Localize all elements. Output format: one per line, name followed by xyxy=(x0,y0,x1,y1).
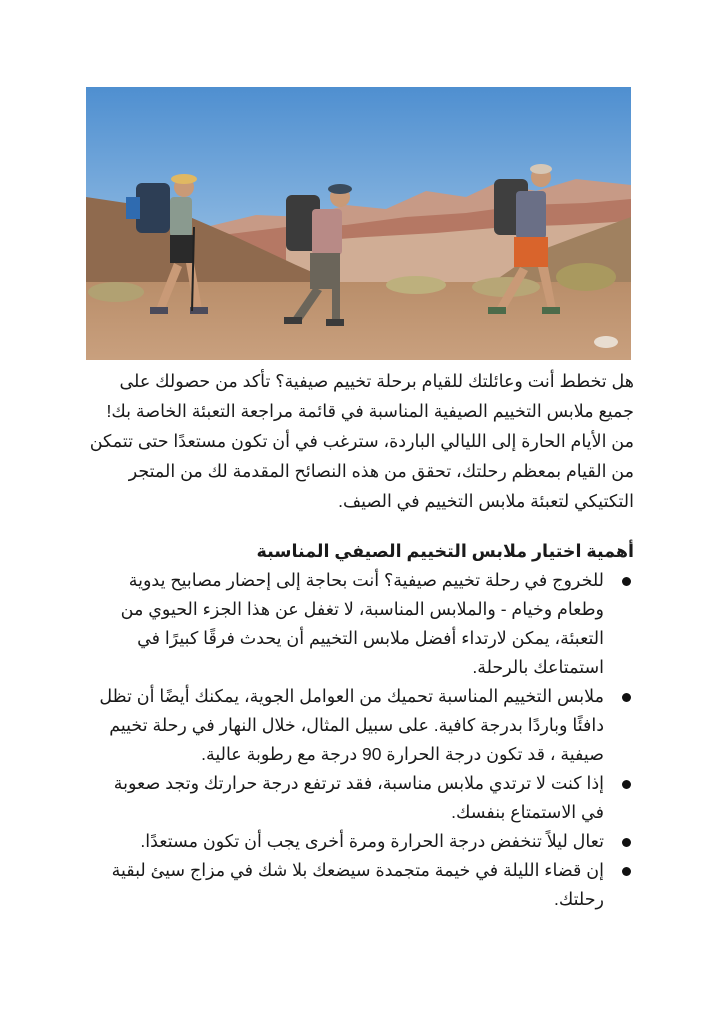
list-item xyxy=(90,566,634,682)
bullet-dot-icon xyxy=(622,780,631,789)
hikers-photo xyxy=(86,87,631,360)
list-item-text: تعال ليلاً تنخفض درجة الحرارة ومرة أخرى يجب أن تكون مستعدًا. xyxy=(140,831,604,851)
list-item-text: إذا كنت لا ترتدي ملابس مناسبة، فقد ترتفع درجة حرارتك وتجد صعوبة في الاستمتاع بنفسك. xyxy=(113,773,604,822)
list-item-text: ملابس التخييم المناسبة تحميك من العوامل الجوية، يمكنك أيضًا أن تظل دافئًا وباردًا بدرجة كافية. على سبيل المثال، خلال النهار في رحلة تخييم صيفية ، قد تكون درجة الحرارة 90 درجة مع رطوبة عالية. xyxy=(99,686,604,764)
bullet-dot-icon xyxy=(622,867,631,876)
intro-paragraph: هل تخطط أنت وعائلتك للقيام برحلة تخييم صيفية؟ تأكد من حصولك على جميع ملابس التخييم الصيفية المناسبة في قائمة مراجعة التعبئة الخاصة بك! من الأيام الحارة إلى الليالي الباردة، سترغب في أن تكون مستعدًا حتى تتمكن من القيام بمعظم رحلتك، تحقق من هذه النصائح المقدمة لك من المتجر التكتيكي لتعبئة ملابس التخييم في الصيف. xyxy=(89,371,634,511)
list-item-text: إن قضاء الليلة في خيمة متجمدة سيضعك بلا شك في مزاج سيئ لبقية رحلتك. xyxy=(111,860,604,909)
list-item xyxy=(90,769,634,827)
tips-list xyxy=(90,566,634,914)
bullet-dot-icon xyxy=(622,693,631,702)
list-item xyxy=(90,856,634,914)
list-item xyxy=(90,682,634,769)
section-heading: أهمية اختيار ملابس التخييم الصيفي المناسبة xyxy=(256,541,634,561)
bullet-dot-icon xyxy=(622,577,631,586)
hikers-illustration xyxy=(86,87,631,360)
bullet-dot-icon xyxy=(622,838,631,847)
list-item xyxy=(90,827,634,856)
list-item-text: للخروج في رحلة تخييم صيفية؟ أنت بحاجة إلى إحضار مصابيح يدوية وطعام وخيام - والملابس المناسبة، لا تغفل عن هذا الجزء الحيوي من التعبئة، يمكن لارتداء أفضل ملابس التخييم أن يحدث فرقًا كبيرًا في استمتاعك بالرحلة. xyxy=(120,570,604,677)
